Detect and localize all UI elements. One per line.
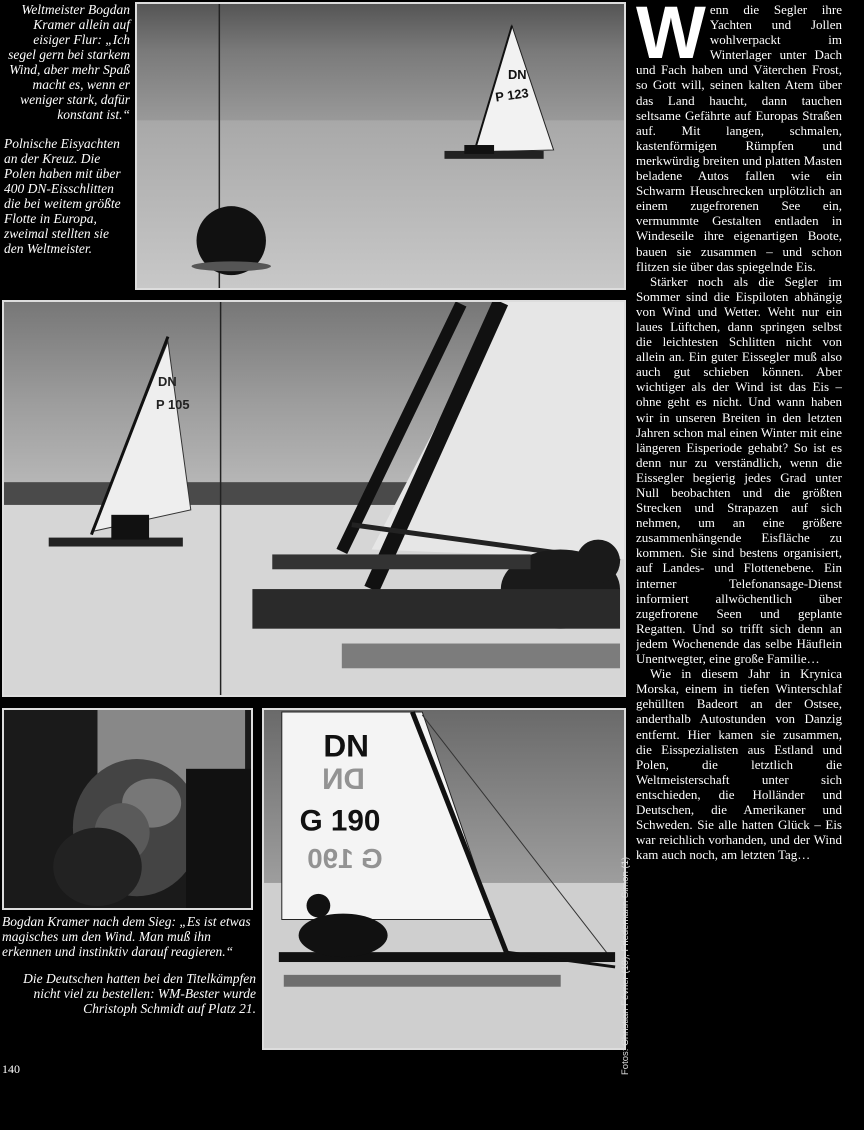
sail-number-bottom: G 190 xyxy=(299,804,381,838)
sail-class-mirror: DN xyxy=(322,763,365,797)
caption-top-left xyxy=(4,2,130,268)
caption-polish-fleet: Polnische Eisyachten an der Kreuz. Die Polen haben mit über 400 DN-Eisschlitten die bei weitem größte Flotte in Europa, zweimal stellten sie den Weltmeister. xyxy=(4,136,121,256)
article-dropcap: W xyxy=(636,2,706,74)
sail-class-top: DN xyxy=(507,66,527,82)
photo-racing-fleet xyxy=(2,300,626,697)
sail-number-middle: P 105 xyxy=(156,396,190,412)
photo-g190-iceyacht xyxy=(262,708,626,1050)
caption-kramer-quote: Weltmeister Bogdan Kramer allein auf eisiger Flur: „Ich segel gern bei starkem Wind, aber mehr Spaß macht es, wenn er weniger stark, dafür konstant ist.“ xyxy=(8,2,130,122)
article-paragraph-1: enn die Segler ihre Yachten und Jollen wohlverpackt im Winterlager unter Dach und Fach haben und Väterchen Frost, so Gott will, seinen kalten Atem über das Land haucht, dann tauchen seltsame Gefährte auf Europas Straßen auf. Mit langen, schmalen, kastenförmigen Rümpfen und merkwürdig breiten und platten Masten beladene Autos fallen wie ein Schwarm Heuschrecken urplötzlich an einem zugefrorenen See ein, vermummte Gestalten entladen in Windeseile ihre eigenartigen Boote, bauen sie zusammen – und schon flitzen sie über das spiegelnde Eis. xyxy=(636,2,842,274)
photo-single-iceyacht xyxy=(135,2,626,290)
sail-number-top: P 123 xyxy=(494,85,530,105)
article-paragraph-3: Wie in diesem Jahr in Krynica Morska, einem in tiefen Winterschlaf gehüllten Badeort an der Ostsee, anderthalb Autostunden von Danzig entfernt. Hier kamen sie zusammen, die Eisspezialisten aus Estland und Polen, die letztlich die Weltmeisterschaft unter sich entschieden, die Holländer und Deutschen, die Amerikaner und Schweden. Sie alle hatten Glück – Eis war reichlich vorhanden, und der Wind kam auch noch, am letzten Tag… xyxy=(636,666,842,863)
caption-bottom-left xyxy=(2,914,256,1028)
page-number: 140 xyxy=(2,1062,20,1076)
caption-germans: Die Deutschen hatten bei den Titelkämpfen nicht viel zu bestellen: WM-Bester wurde Christoph Schmidt auf Platz 21. xyxy=(23,971,256,1016)
article-body xyxy=(636,2,842,1064)
photo-kramer-portrait xyxy=(2,708,253,910)
sail-number-mirror: G 190 xyxy=(307,843,383,875)
article-paragraph-2: Stärker noch als die Segler im Sommer sind die Eispiloten abhängig von Wind und Wetter. Weht nur ein laues Lüftchen, dann springen selbst die leichtesten Schlitten nicht von allein an. Ein guter Eissegler muß also auch gut schieben können. Aber wichtiger als der Wind ist das Eis – ohne geht es nicht. Und wann haben wir in unseren Breiten in den letzten Jahren schon mal einen Winter mit eine längeren Eisperiode gehabt? So ist es denn nur zu verständlich, wenn die Eissegler begierig jedes Grad unter Null beobachten und die größten Strecken und Strapazen auf sich nehmen, um an eine größere zusammenhängende Eisfläche zu kommen. Sie sind bestens organisiert, auf Landes- und Flottenebene. Ein interner Telefonansage-Dienst informiert allwöchentlich über zugefrorene Seen und geplante Regatten. Und so trifft sich denn an jedem Wochenende das selbe Häuflein Unentwegter, eine große Familie… xyxy=(636,273,842,667)
photo-credit: Fotos: Christian Février (10), Friedemann Simon (1) xyxy=(620,856,631,1075)
sail-class-bottom: DN xyxy=(323,727,370,764)
sail-class-middle: DN xyxy=(158,374,177,390)
caption-kramer-victory: Bogdan Kramer nach dem Sieg: „Es ist etwas magisches um den Wind. Man muß ihn erkennen und instinktiv darauf reagieren.“ xyxy=(2,914,251,959)
